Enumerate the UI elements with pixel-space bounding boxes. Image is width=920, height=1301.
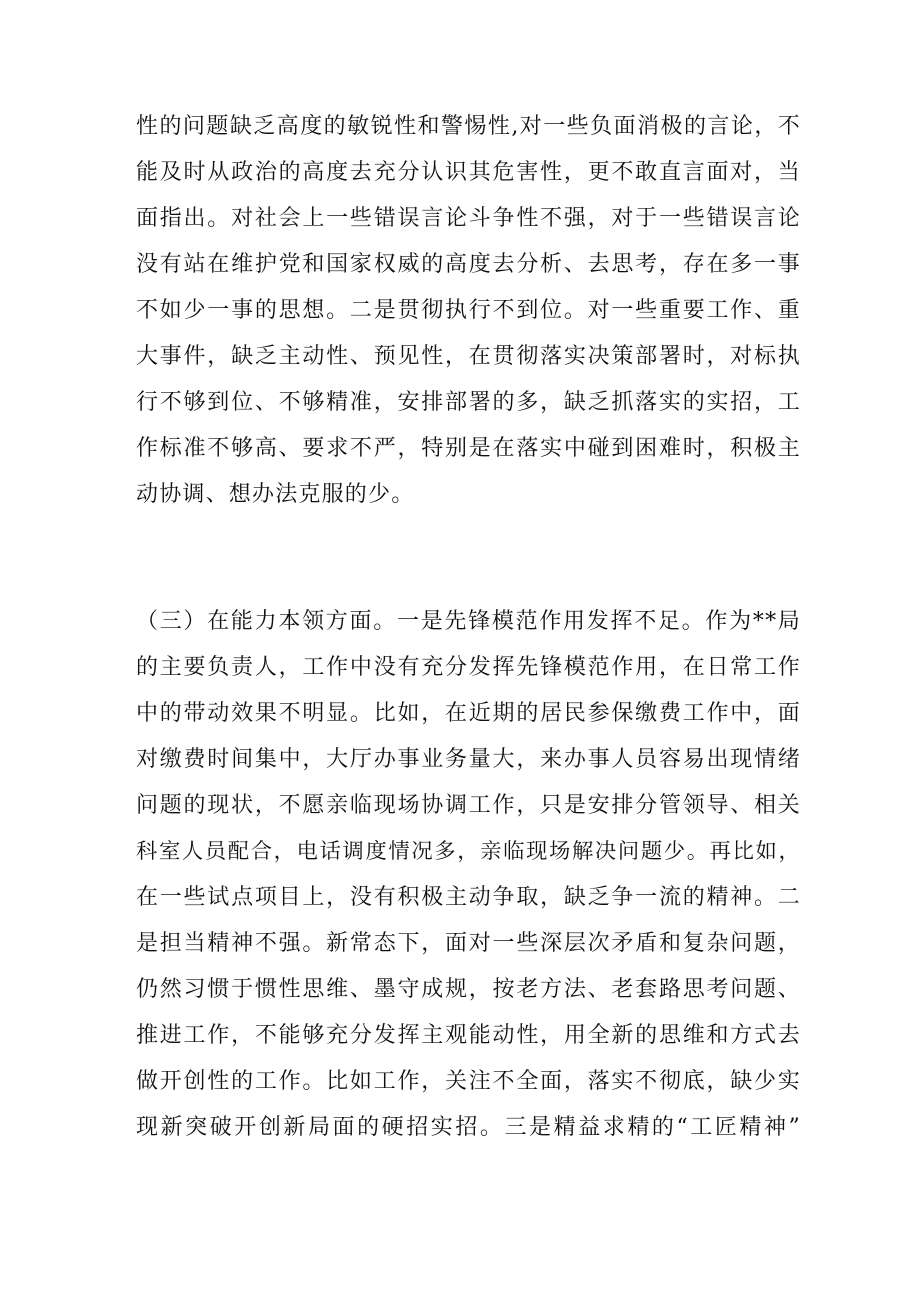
text-line: 作标准不够高、要求不严，特别是在落实中碰到困难时，积极主 xyxy=(136,436,801,461)
text-line: 大事件，缺乏主动性、预见性，在贯彻落实决策部署时，对标执 xyxy=(136,344,801,369)
text-line: 没有站在维护党和国家权威的高度去分析、去思考，存在多一事 xyxy=(136,252,801,277)
text-line: 现新突破开创新局面的硬招实招。三是精益求精的“工匠精神” xyxy=(136,1115,801,1140)
text-line: 动协调、想办法克服的少。 xyxy=(136,482,415,507)
text-line: 在一些试点项目上，没有积极主动争取，缺乏争一流的精神。二 xyxy=(136,885,801,910)
text-line: 能及时从政治的高度去充分认识其危害性，更不敢直言面对，当 xyxy=(136,160,801,185)
text-line: 是担当精神不强。新常态下，面对一些深层次矛盾和复杂问题， xyxy=(136,931,801,956)
paragraph-political-awareness xyxy=(136,104,801,518)
paragraph-ability-section xyxy=(136,599,801,1151)
text-line: 问题的现状，不愿亲临现场协调工作，只是安排分管领导、相关 xyxy=(136,793,801,818)
text-line: 的主要负责人，工作中没有充分发挥先锋模范作用，在日常工作 xyxy=(136,655,801,680)
text-line: 中的带动效果不明显。比如，在近期的居民参保缴费工作中，面 xyxy=(136,701,801,726)
text-line: 不如少一事的思想。二是贯彻执行不到位。对一些重要工作、重 xyxy=(136,298,801,323)
text-line: 面指出。对社会上一些错误言论斗争性不强，对于一些错误言论 xyxy=(136,206,801,231)
section-heading-line: （三）在能力本领方面。一是先锋模范作用发挥不足。作为**局 xyxy=(136,609,801,634)
text-line: 性的问题缺乏高度的敏锐性和警惕性,对一些负面消极的言论，不 xyxy=(136,114,801,139)
text-line: 科室人员配合，电话调度情况多，亲临现场解决问题少。再比如， xyxy=(136,839,801,864)
text-line: 仍然习惯于惯性思维、墨守成规，按老方法、老套路思考问题、 xyxy=(136,977,801,1002)
text-line: 对缴费时间集中，大厅办事业务量大，来办事人员容易出现情绪 xyxy=(136,747,801,772)
text-line: 行不够到位、不够精准，安排部署的多，缺乏抓落实的实招，工 xyxy=(136,390,801,415)
text-line: 做开创性的工作。比如工作，关注不全面，落实不彻底，缺少实 xyxy=(136,1069,801,1094)
text-line: 推进工作，不能够充分发挥主观能动性，用全新的思维和方式去 xyxy=(136,1023,801,1048)
